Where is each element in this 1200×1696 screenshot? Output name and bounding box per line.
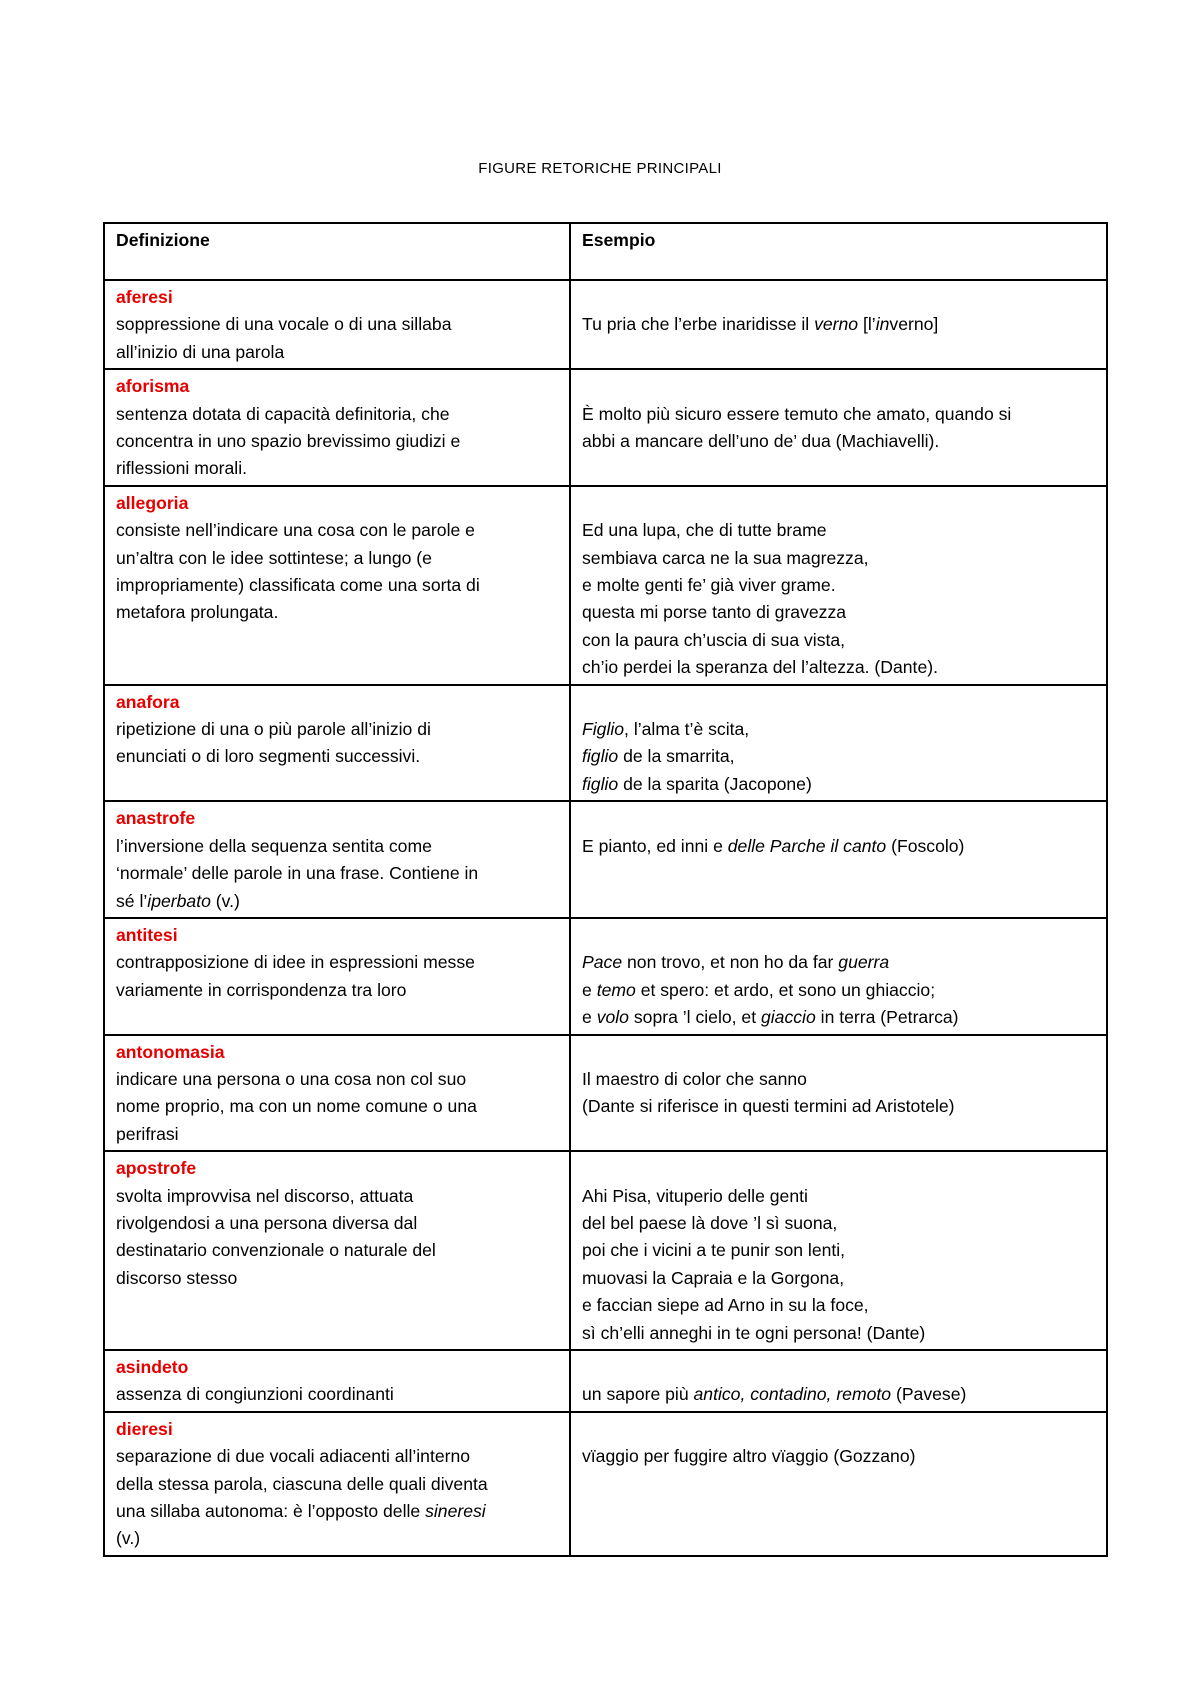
- text-run: vïaggio per fuggire altro vïaggio (Gozzano): [582, 1446, 916, 1467]
- italic-text: iperbato: [147, 890, 211, 911]
- definition-line: concentra in uno spazio brevissimo giudizi e: [116, 431, 461, 452]
- text-run: muovasi la Capraia e la Gorgona,: [582, 1267, 845, 1288]
- definition-line: variamente in corrispondenza tra loro: [116, 979, 407, 1000]
- text-run: non trovo, et non ho da far: [622, 952, 839, 973]
- definition-line: assenza di congiunzioni coordinanti: [116, 1384, 394, 1405]
- term-label: anafora: [116, 691, 180, 712]
- blank-line: [582, 284, 1096, 311]
- italic-text: in: [875, 314, 890, 335]
- italic-text: delle Parche il canto: [727, 835, 887, 856]
- definition-line: indicare una persona o una cosa non col suo: [116, 1068, 467, 1089]
- text-run: sembiava carca ne la sua magrezza,: [582, 547, 869, 568]
- definition-line: consiste nell’indicare una cosa con le parole e: [116, 520, 475, 541]
- italic-text: figlio: [582, 773, 619, 794]
- definition-line: separazione di due vocali adiacenti all’interno: [116, 1446, 471, 1467]
- definition-line: contrapposizione di idee in espressioni messe: [116, 952, 475, 973]
- definition-cell: [104, 685, 570, 802]
- italic-text: guerra: [838, 952, 890, 973]
- table-row: [104, 918, 1107, 1035]
- example-line: [582, 743, 1096, 770]
- example-line: [582, 949, 1096, 976]
- text-run: ch’io perdei la speranza del l’altezza. (Dante).: [582, 657, 938, 678]
- term-label: asindeto: [116, 1356, 189, 1377]
- definition-line: svolta improvvisa nel discorso, attuata: [116, 1185, 414, 1206]
- example-line: [582, 1265, 1096, 1292]
- example-line: [582, 599, 1096, 626]
- table-header-row: [104, 223, 1107, 280]
- text-run: Tu pria che l’erbe inaridisse il: [582, 314, 815, 335]
- example-line: [582, 1004, 1096, 1031]
- text-run: una sillaba autonoma: è l’opposto delle: [116, 1501, 426, 1521]
- example-line: [582, 977, 1096, 1004]
- text-run: Ahi Pisa, vituperio delle genti: [582, 1185, 808, 1206]
- example-line: [582, 716, 1096, 743]
- definition-line: enunciati o di loro segmenti successivi.: [116, 746, 421, 767]
- text-run: , l’alma t’è scita,: [624, 719, 750, 740]
- table-row: [104, 1412, 1107, 1556]
- blank-line: [582, 1155, 1096, 1182]
- definition-line: sentenza dotata di capacità definitoria, che: [116, 403, 450, 424]
- definition-line: [116, 1498, 559, 1525]
- example-line: [582, 545, 1096, 572]
- example-cell: [570, 369, 1107, 486]
- italic-text: figlio: [582, 746, 619, 767]
- definition-line: ‘normale’ delle parole in una frase. Contiene in: [116, 863, 479, 884]
- term-label: dieresi: [116, 1418, 173, 1439]
- definition-line: destinatario convenzionale o naturale del: [116, 1240, 436, 1261]
- text-run: abbi a mancare dell’uno de’ dua (Machiavelli).: [582, 431, 940, 452]
- definition-cell: [104, 1412, 570, 1556]
- definition-line: riflessioni morali.: [116, 458, 248, 479]
- example-line: [582, 627, 1096, 654]
- text-run: sopra ’l cielo, et: [628, 1007, 761, 1028]
- text-run: e: [582, 979, 597, 1000]
- example-cell: [570, 486, 1107, 685]
- text-run: (Dante si riferisce in questi termini ad Aristotele): [582, 1096, 955, 1117]
- example-cell: [570, 1412, 1107, 1556]
- table-row: [104, 369, 1107, 486]
- italic-text: giaccio: [760, 1007, 816, 1028]
- text-run: e: [582, 1007, 597, 1028]
- blank-line: [582, 1354, 1096, 1381]
- text-run: de la sparita (Jacopone): [618, 773, 812, 794]
- definition-line: perifrasi: [116, 1123, 179, 1144]
- definition-line: nome proprio, ma con un nome comune o una: [116, 1096, 477, 1117]
- blank-line: [582, 689, 1096, 716]
- table-row: [104, 486, 1107, 685]
- definition-line: un’altra con le idee sottintese; a lungo (e: [116, 547, 432, 568]
- example-line: [582, 1292, 1096, 1319]
- example-line: [582, 1093, 1096, 1120]
- text-run: [l’: [858, 314, 876, 335]
- definition-cell: [104, 918, 570, 1035]
- definition-line: ripetizione di una o più parole all’inizio di: [116, 719, 431, 740]
- italic-text: volo: [596, 1007, 629, 1028]
- example-line: [582, 771, 1096, 798]
- definition-line: rivolgendosi a una persona diversa dal: [116, 1212, 418, 1233]
- definition-cell: [104, 1035, 570, 1152]
- blank-line: [582, 1039, 1096, 1066]
- text-run: Il maestro di color che sanno: [582, 1068, 807, 1089]
- text-run: (Foscolo): [886, 835, 965, 856]
- term-label: allegoria: [116, 492, 189, 513]
- definition-line: discorso stesso: [116, 1267, 238, 1288]
- table-row: [104, 280, 1107, 369]
- text-run: questa mi porse tanto di gravezza: [582, 602, 847, 623]
- definition-cell: [104, 1151, 570, 1350]
- example-line: [582, 428, 1096, 455]
- example-line: [582, 1066, 1096, 1093]
- text-run: e faccian siepe ad Arno in su la foce,: [582, 1295, 869, 1316]
- example-line: [582, 654, 1096, 681]
- example-cell: [570, 1035, 1107, 1152]
- example-line: [582, 1443, 1096, 1470]
- text-run: et spero: et ardo, et sono un ghiaccio;: [635, 979, 936, 1000]
- definition-cell: [104, 369, 570, 486]
- blank-line: [116, 1004, 559, 1031]
- definition-line: (v.): [116, 1528, 141, 1549]
- column-header-esempio: Esempio: [570, 223, 1107, 280]
- term-label: aferesi: [116, 287, 173, 307]
- text-run: (v.): [210, 890, 240, 911]
- blank-line: [582, 373, 1096, 400]
- italic-text: Figlio: [582, 719, 625, 740]
- italic-text: temo: [596, 979, 636, 1000]
- example-line: [582, 833, 1096, 860]
- example-cell: [570, 685, 1107, 802]
- text-run: con la paura ch’uscia di sua vista,: [582, 629, 846, 650]
- example-line: [582, 401, 1096, 428]
- table-row: [104, 1350, 1107, 1412]
- definition-line: soppressione di una vocale o di una sillaba: [116, 314, 452, 335]
- definition-line: l’inversione della sequenza sentita come: [116, 835, 432, 856]
- example-line: [582, 1381, 1096, 1408]
- term-label: antonomasia: [116, 1041, 225, 1062]
- italic-text: verno: [814, 314, 859, 335]
- example-line: [582, 311, 1096, 338]
- table-row: [104, 801, 1107, 918]
- example-cell: [570, 801, 1107, 918]
- example-cell: [570, 1151, 1107, 1350]
- text-run: e molte genti fe’ già viver grame.: [582, 575, 836, 596]
- blank-line: [582, 490, 1096, 517]
- term-label: aforisma: [116, 376, 190, 397]
- definition-line: [116, 888, 559, 915]
- definition-cell: [104, 486, 570, 685]
- example-line: [582, 517, 1096, 544]
- text-run: È molto più sicuro essere temuto che amato, quando si: [582, 403, 1012, 424]
- table-row: [104, 685, 1107, 802]
- text-run: sé l’: [116, 890, 148, 911]
- text-run: in terra (Petrarca): [815, 1007, 959, 1028]
- page-title: FIGURE RETORICHE PRINCIPALI: [478, 160, 722, 177]
- text-run: sì ch’elli anneghi in te ogni persona! (Dante): [582, 1322, 926, 1343]
- definition-line: impropriamente) classificata come una sorta di: [116, 575, 480, 596]
- term-label: apostrofe: [116, 1158, 197, 1179]
- text-run: de la smarrita,: [618, 746, 735, 767]
- example-cell: [570, 918, 1107, 1035]
- text-run: un sapore più: [582, 1384, 694, 1405]
- definition-line: all’inizio di una parola: [116, 341, 285, 362]
- example-line: [582, 1320, 1096, 1347]
- term-label: antitesi: [116, 924, 178, 945]
- text-run: (Pavese): [891, 1384, 967, 1405]
- text-run: E pianto, ed inni e: [582, 835, 728, 856]
- text-run: verno]: [889, 314, 939, 335]
- text-run: poi che i vicini a te punir son lenti,: [582, 1240, 846, 1261]
- text-run: del bel paese là dove ’l sì suona,: [582, 1212, 838, 1233]
- example-cell: [570, 280, 1107, 369]
- definition-cell: [104, 1350, 570, 1412]
- blank-line: [582, 805, 1096, 832]
- example-line: [582, 1210, 1096, 1237]
- example-line: [582, 1183, 1096, 1210]
- example-line: [582, 572, 1096, 599]
- definition-line: della stessa parola, ciascuna delle quali diventa: [116, 1473, 488, 1494]
- example-line: [582, 1237, 1096, 1264]
- blank-line: [582, 1416, 1096, 1443]
- column-header-definizione: Definizione: [104, 223, 570, 280]
- definition-line: metafora prolungata.: [116, 602, 279, 623]
- italic-text: antico, contadino, remoto: [693, 1384, 892, 1405]
- italic-text: sineresi: [425, 1501, 486, 1521]
- definition-cell: [104, 801, 570, 918]
- blank-line: [582, 922, 1096, 949]
- example-cell: [570, 1350, 1107, 1412]
- table-row: [104, 1151, 1107, 1350]
- term-label: anastrofe: [116, 808, 196, 829]
- text-run: Ed una lupa, che di tutte brame: [582, 520, 827, 541]
- figures-table: [103, 222, 1108, 1557]
- italic-text: Pace: [582, 952, 623, 973]
- definition-cell: [104, 280, 570, 369]
- table-row: [104, 1035, 1107, 1152]
